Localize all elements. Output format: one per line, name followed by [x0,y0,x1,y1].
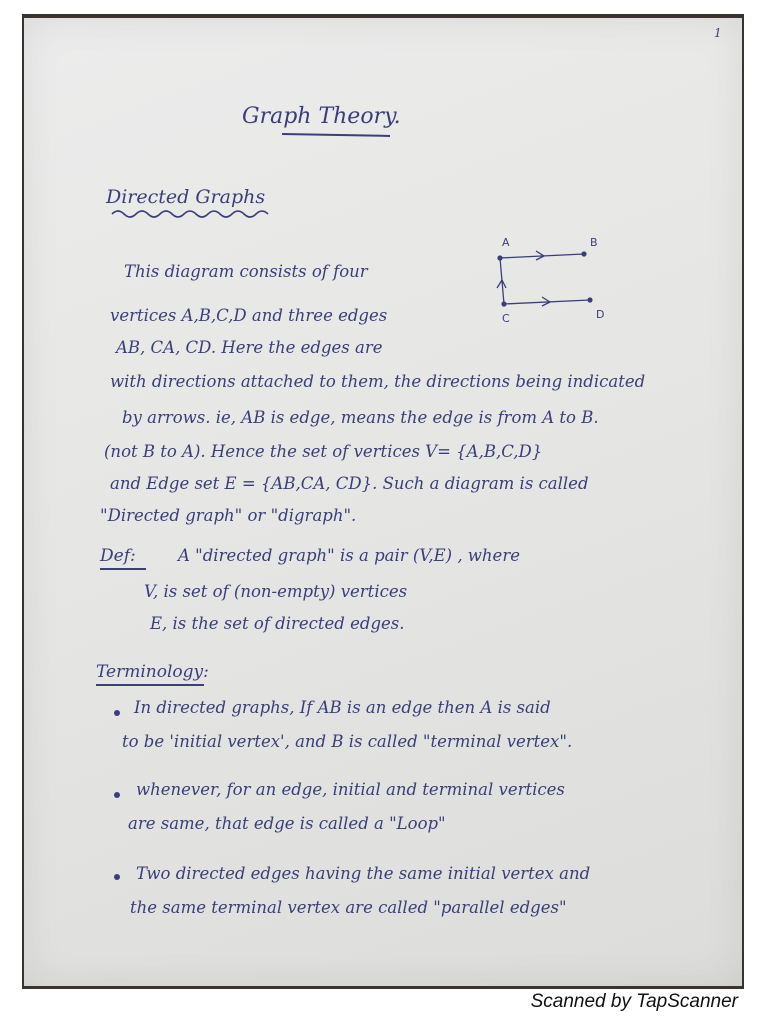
edge-ab [500,251,584,260]
definition-underline [100,568,146,570]
paragraph-line: and Edge set E = {AB,CA, CD}. Such a diagram is called [110,474,589,493]
title-underline [282,133,390,137]
edge-ca [497,258,506,304]
page-title: Graph Theory. [242,104,401,129]
bullet-icon [114,792,120,798]
paragraph-line: This diagram consists of four [124,262,368,281]
notebook-page [24,18,742,986]
vertex-b [581,251,586,256]
wavy-underline [110,208,280,220]
vertex-label-a: A [502,236,510,249]
paragraph-line: (not B to A). Hence the set of vertices V= {A,B,C,D} [104,442,543,461]
directed-graph-diagram [456,230,616,330]
terminology-item-line: Two directed edges having the same initial vertex and [136,864,591,883]
bullet-icon [114,874,120,880]
paragraph-line: by arrows. ie, AB is edge, means the edge is from A to B. [122,408,599,427]
bullet-icon [114,710,120,716]
vertex-label-c: C [502,312,510,325]
paragraph-line: with directions attached to them, the directions being indicated [110,372,646,391]
definition-text: A "directed graph" is a pair (V,E) , where [178,546,520,565]
terminology-underline [96,684,204,686]
terminology-item-line: In directed graphs, If AB is an edge then A is said [134,698,551,717]
vertex-d [587,297,592,302]
terminology-heading: Terminology: [96,662,209,682]
terminology-item-line: whenever, for an edge, initial and terminal vertices [136,780,565,799]
section-title: Directed Graphs [106,186,266,208]
terminology-item-line: the same terminal vertex are called "parallel edges" [130,898,567,917]
paragraph-line: vertices A,B,C,D and three edges [110,306,388,325]
terminology-item-line: to be 'initial vertex', and B is called "terminal vertex". [122,732,573,751]
vertex-a [497,255,502,260]
vertex-label-d: D [596,308,605,321]
definition-vertices-line: V, is set of (non-empty) vertices [144,582,408,601]
vertex-c [501,301,506,306]
definition-edges-line: E, is the set of directed edges. [150,614,405,633]
terminology-item-line: are same, that edge is called a "Loop" [128,814,446,833]
edge-cd [504,297,590,306]
paragraph-line: AB, CA, CD. Here the edges are [116,338,383,357]
paragraph-line: "Directed graph" or "digraph". [100,506,357,525]
page-number: 1 [714,26,722,40]
scanner-watermark: Scanned by TapScanner [530,991,738,1012]
definition-label: Def: [100,546,136,566]
vertex-label-b: B [590,236,598,249]
